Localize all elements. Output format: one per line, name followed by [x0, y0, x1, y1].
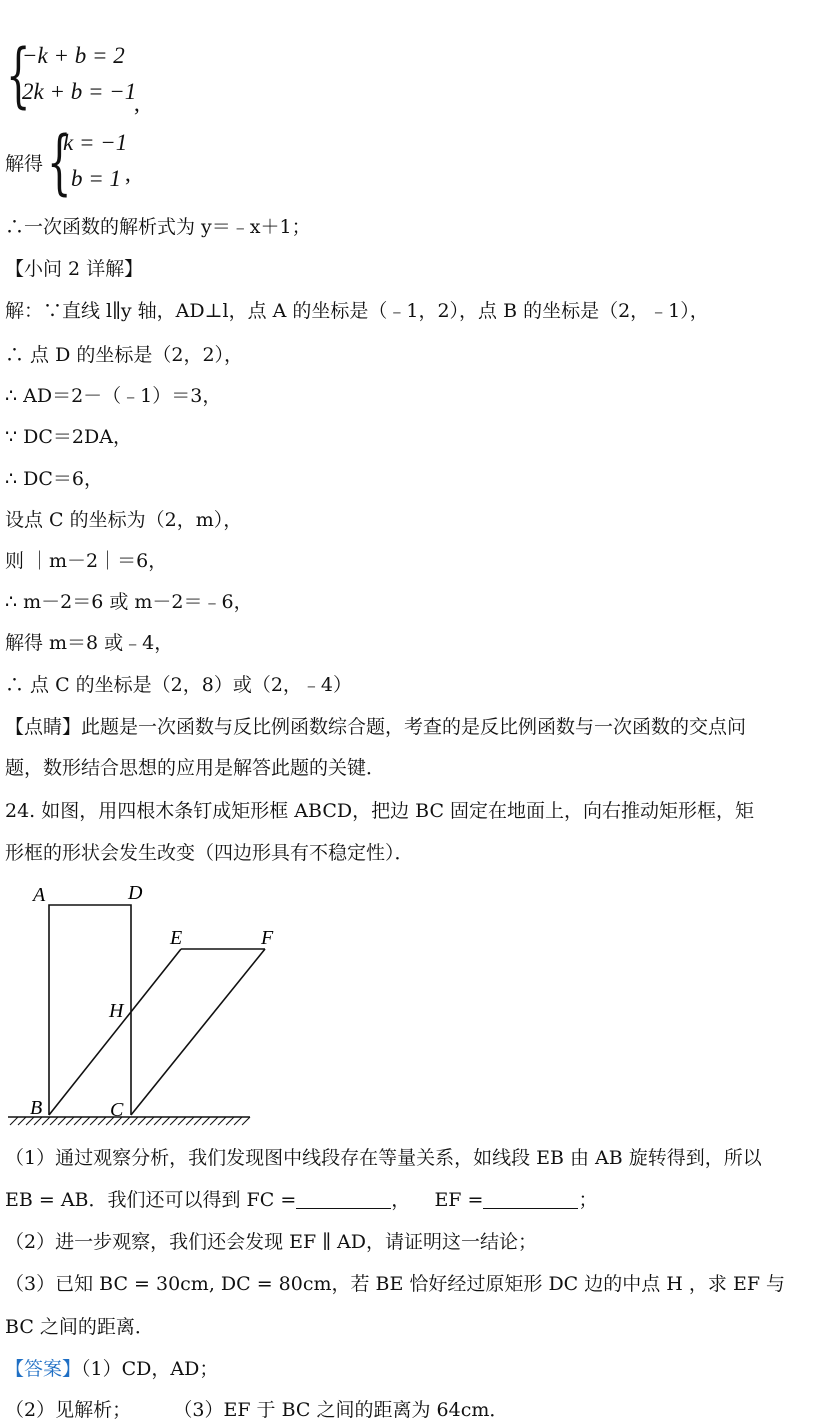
system-2-comma: ,: [125, 161, 131, 186]
question-1-text-b: ，: [391, 1189, 411, 1211]
solution-line: ∴ m－2＝6 或 m－2＝﹣6，: [5, 591, 253, 613]
question-1-line-2: [5, 1187, 597, 1213]
answer-part-3: （3）EF 于 BC 之间的距离为 64cm．: [173, 1399, 509, 1421]
solution-line: ∴一次函数的解析式为 y＝﹣x＋1；: [5, 216, 311, 238]
system-1-row-2: 2k + b = −1: [22, 79, 137, 104]
question-2-line: （2）进一步观察，我们还会发现 EF ∥ AD，请证明这一结论；: [5, 1231, 537, 1253]
question-1-text-d: ；: [578, 1189, 598, 1211]
solution-line: 解得 m＝8 或﹣4，: [5, 632, 174, 654]
answer-line-2: [5, 1397, 508, 1423]
label-e: E: [170, 927, 183, 949]
key-point-line: 题，数形结合思想的应用是解答此题的关键．: [5, 757, 386, 779]
brace-symbol: {: [6, 34, 31, 116]
question-1-text-a: EB = AB．我们还可以得到 FC =: [5, 1189, 297, 1211]
problem-statement: 24. 如图，用四根木条钉成矩形框 ABCD，把边 BC 固定在地面上，向右推动矩形框，矩: [5, 800, 755, 822]
label-h: H: [109, 1000, 124, 1022]
solution-line: ∴ 点 D 的坐标是（2，2），: [5, 344, 244, 366]
label-a: A: [33, 884, 46, 906]
fc-answer-blank: [296, 1188, 391, 1209]
question-3-line-1: （3）已知 BC = 30cm, DC = 80cm，若 BE 恰好经过原矩形 DC 边的中点 H ，求 EF 与: [5, 1273, 786, 1295]
question-1-line-1: （1）通过观察分析，我们发现图中线段存在等量关系，如线段 EB 由 AB 旋转得到，所以: [5, 1147, 762, 1169]
solution-line: ∴ DC＝6，: [5, 468, 103, 490]
problem-statement: 形框的形状会发生改变（四边形具有不稳定性）．: [5, 842, 414, 864]
system-1-comma: ,: [134, 91, 140, 116]
answer-tag: 【答案】: [5, 1358, 82, 1380]
label-b: B: [30, 1097, 43, 1119]
solution-line: ∴ AD＝2－（﹣1）＝3，: [5, 385, 222, 407]
label-c: C: [110, 1099, 124, 1121]
system-2-prefix: 解得: [5, 153, 44, 175]
section-heading: 【小问 2 详解】: [5, 258, 144, 280]
ground-hatching: [10, 1117, 250, 1125]
question-3-line-2: BC 之间的距离．: [5, 1316, 154, 1338]
ef-answer-blank: [483, 1188, 578, 1209]
system-2-row-1: k = −1: [63, 130, 128, 155]
system-1-row-1: −k + b = 2: [22, 43, 125, 68]
question-1-text-c: EF =: [434, 1189, 484, 1211]
solution-line: 设点 C 的坐标为（2，m），: [5, 509, 243, 531]
solution-line: ∵ DC＝2DA，: [5, 426, 132, 448]
answer-part-1: （1）CD，AD；: [81, 1358, 219, 1380]
answer-line-1: [5, 1356, 218, 1382]
solution-line: ∴ 点 C 的坐标是（2，8）或（2，﹣4）: [5, 674, 353, 696]
label-f: F: [261, 927, 274, 949]
key-point-line: 【点睛】此题是一次函数与反比例函数综合题，考查的是反比例函数与一次函数的交点问: [5, 716, 747, 738]
solution-line: 则 ｜m－2｜＝6，: [5, 550, 168, 572]
geometry-figure: [0, 878, 280, 1128]
segment-fc: [131, 949, 265, 1115]
solution-line: 解：∵直线 l∥y 轴，AD⊥l，点 A 的坐标是（﹣1，2），点 B 的坐标是（2，﹣1），: [5, 300, 709, 322]
label-d: D: [128, 882, 143, 904]
segment-be: [49, 949, 181, 1115]
brace-symbol: {: [47, 121, 72, 203]
answer-part-2: （2）见解析；: [5, 1399, 132, 1421]
system-2-row-2: b = 1: [71, 166, 122, 191]
